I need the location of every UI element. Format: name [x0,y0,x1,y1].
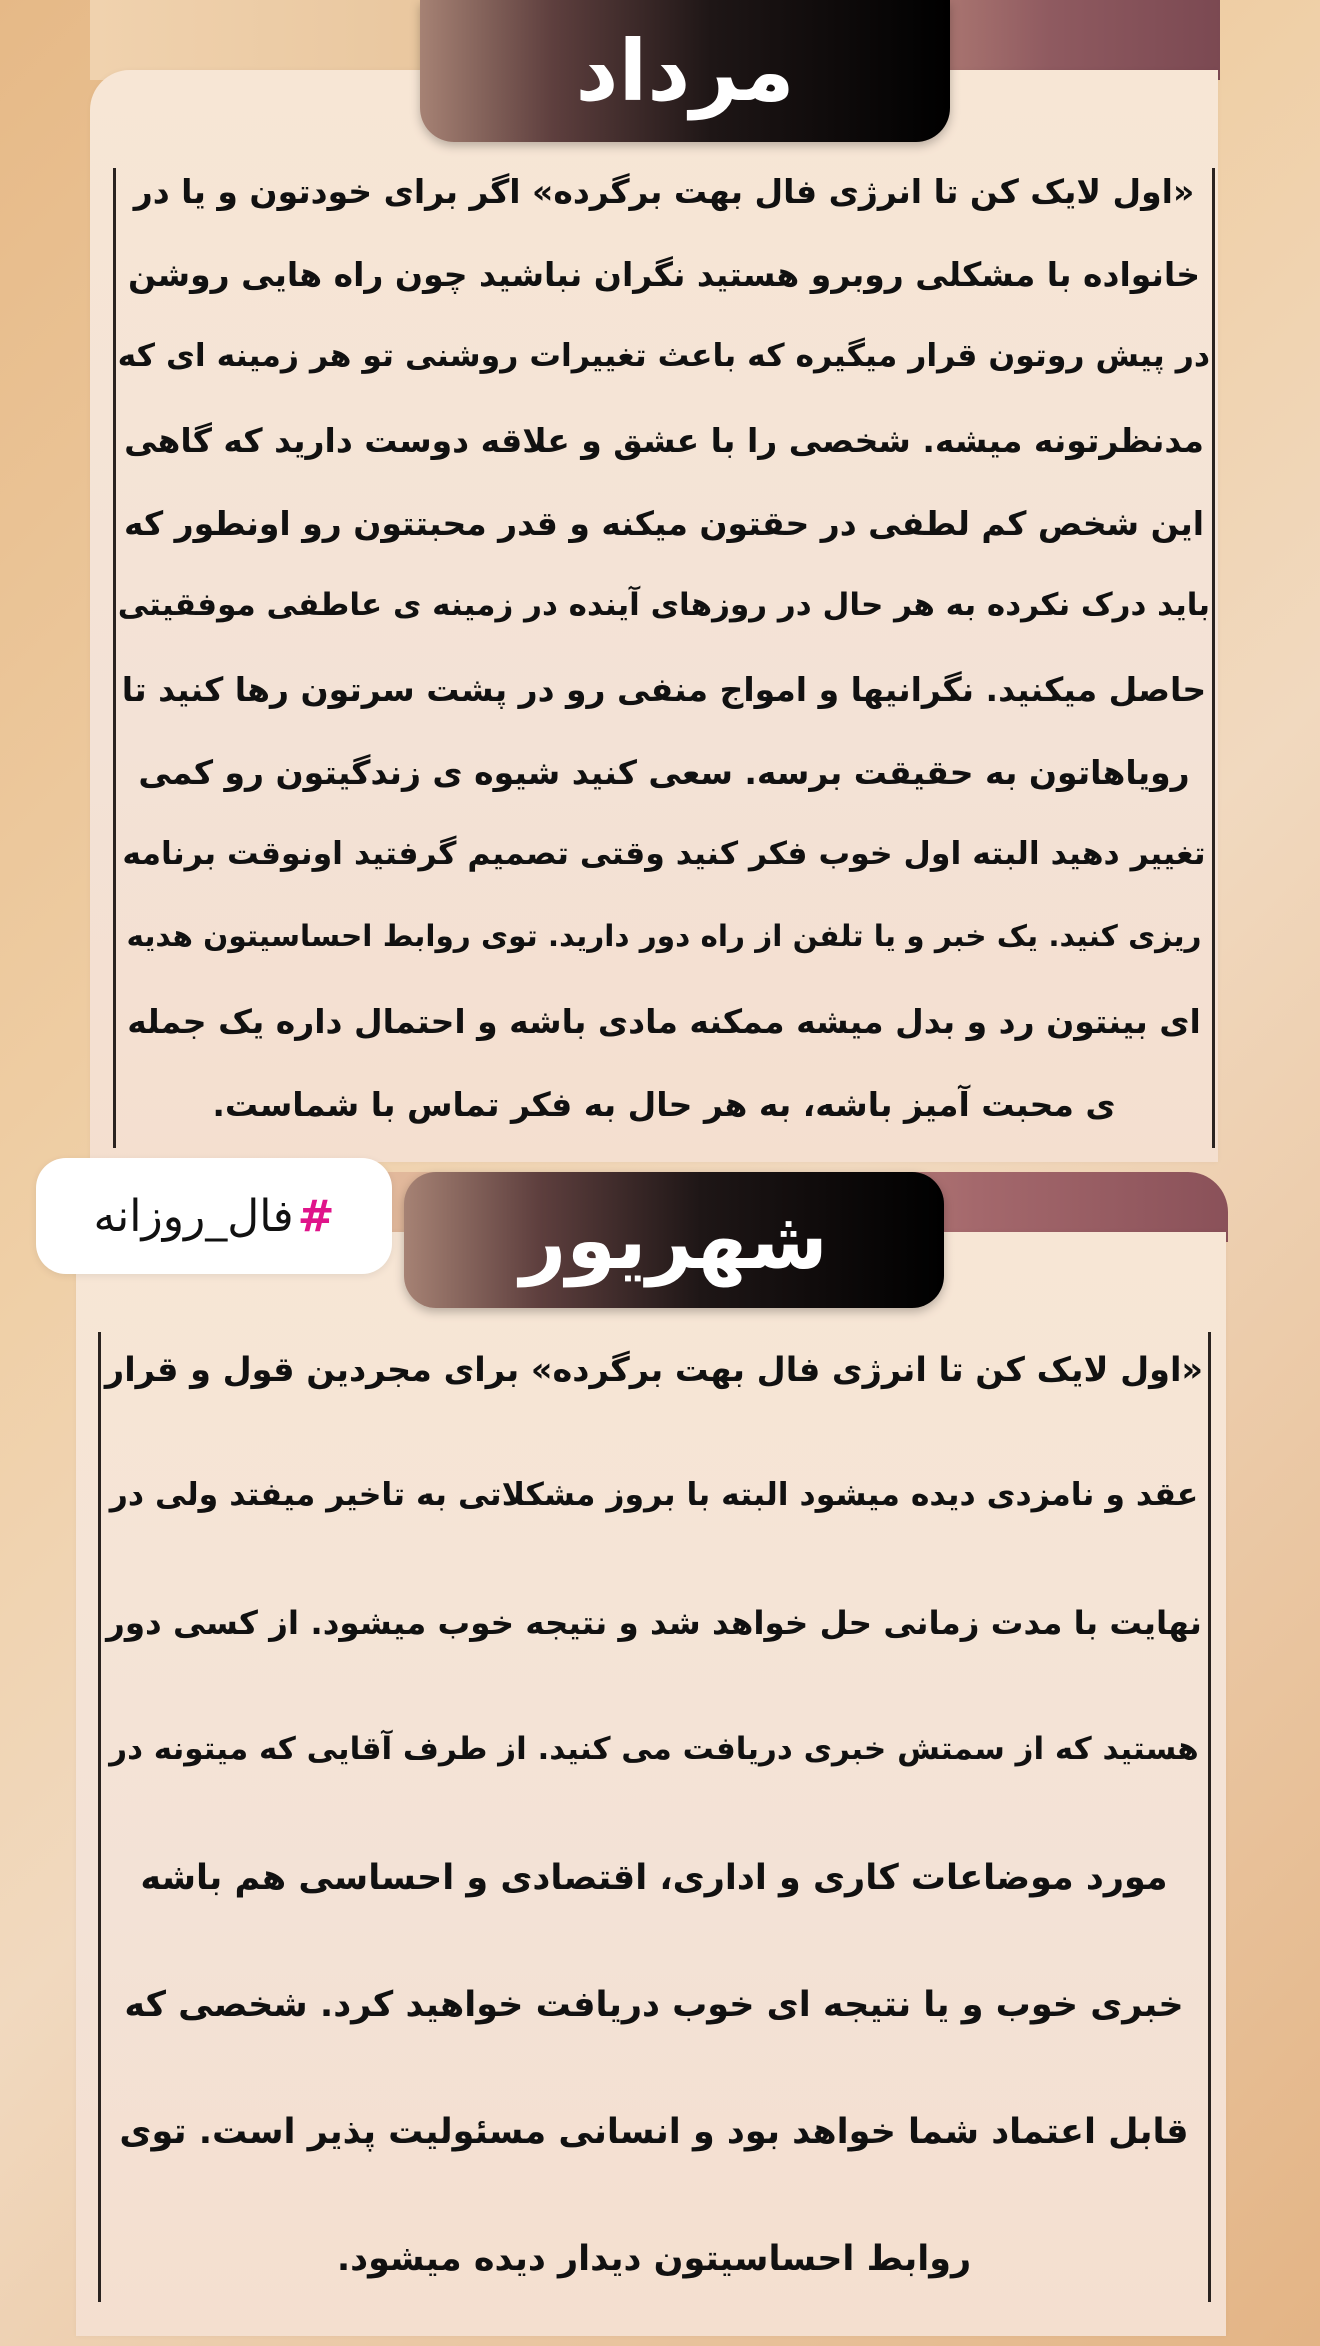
divider-left [98,1332,101,2302]
divider-right [1208,1332,1211,2302]
section-title-shahrivar: شهریور [404,1172,944,1308]
text-line: ی محبت آمیز باشه، به هر حال به فکر تماس با شماست. [212,1085,1116,1124]
text-line: تغییر دهید البته اول خوب فکر کنید وقتی تصمیم گرفتید اونوقت برنامه [122,836,1206,872]
text-line: باید درک نکرده به هر حال در روزهای آینده در زمینه ی عاطفی موفقیتی [117,587,1210,623]
hashtag-sign: # [297,1190,335,1242]
text-line: روابط احساسیتون دیدار دیده میشود. [336,2239,972,2279]
text-line: حاصل میکنید. نگرانیها و امواج منفی رو در پشت سرتون رها کنید تا [121,670,1207,709]
text-line: «اول لایک کن تا انرژی فال بهت برگرده» اگر برای خودتون و یا در [133,172,1195,211]
text-line: خانواده با مشکلی روبرو هستید نگران نباشید چون راه هایی روشن [127,255,1201,294]
text-line: عقد و نامزدی دیده میشود البته با بروز مشکلاتی به تاخیر میفتد ولی در [109,1477,1199,1513]
text-line: «اول لایک کن تا انرژی فال بهت برگرده» برای مجردین قول و قرار [104,1350,1204,1389]
text-line: رویاهاتون به حقیقت برسه. سعی کنید شیوه ی زندگیتون رو کمی [138,753,1190,792]
hashtag-text: فال_روزانه [93,1190,294,1242]
horoscope-text-mordad [118,160,1210,1150]
text-line: ریزی کنید. یک خبر و یا تلفن از راه دور دارید. توی روابط احساسیتون هدیه [126,919,1202,953]
text-line: ای بینتون رد و بدل میشه ممکنه مادی باشه و احتمال داره یک جمله [127,1002,1201,1041]
section-title-mordad: مرداد [420,0,950,142]
divider-right [1212,168,1215,1148]
text-line: نهایت با مدت زمانی حل خواهد شد و نتیجه خوب میشود. از کسی دور [106,1604,1202,1642]
hashtag-badge[interactable] [36,1158,392,1274]
text-line: این شخص کم لطفی در حقتون میکنه و قدر محبتتون رو اونطور که [123,504,1205,543]
text-line: مدنظرتونه میشه. شخصی را با عشق و علاقه دوست دارید که گاهی [124,421,1204,460]
horoscope-text-shahrivar [102,1330,1206,2310]
divider-left [113,168,116,1148]
text-line: هستید که از سمتش خبری دریافت می کنید. از طرف آقایی که میتونه در [109,1731,1199,1767]
text-line: در پیش روتون قرار میگیره که باعث تغییرات روشنی تو هر زمینه ای که [117,338,1210,374]
text-line: خبری خوب و یا نتیجه ای خوب دریافت خواهید کرد. شخصی که [124,1985,1184,2025]
text-line: مورد موضاعات کاری و اداری، اقتصادی و احساسی هم باشه [140,1858,1168,1898]
text-line: قابل اعتماد شما خواهد بود و انسانی مسئولیت پذیر است. توی [119,2112,1189,2152]
